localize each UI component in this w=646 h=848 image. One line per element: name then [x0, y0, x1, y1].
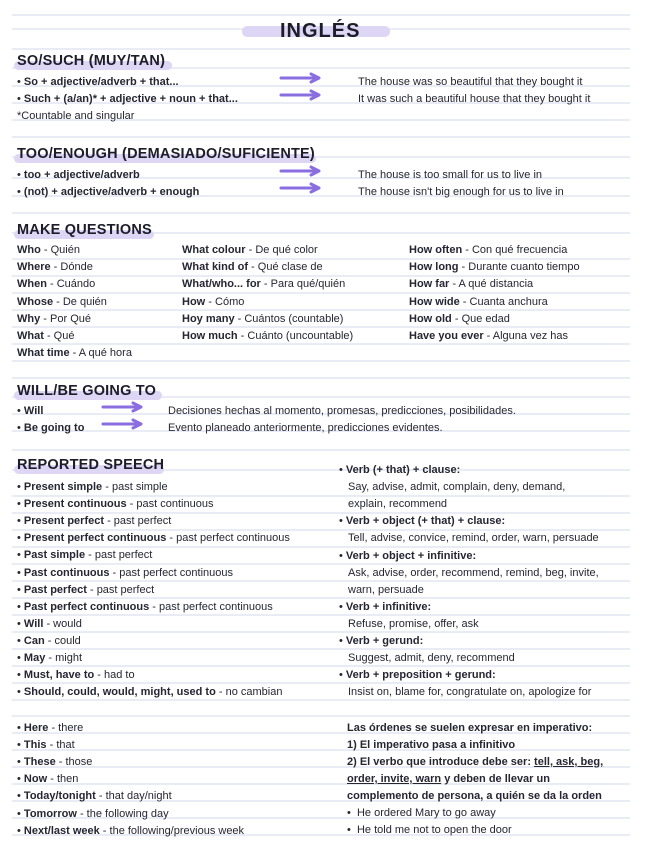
tense-shift-item: • Present continuous - past continuous — [17, 498, 214, 511]
example-text: The house was so beautiful that they bought it — [358, 76, 583, 88]
question-meaning: Cuándo — [56, 278, 96, 291]
question-term: How much — [182, 330, 238, 342]
tense-to: might — [55, 652, 83, 664]
tense-from: May — [23, 652, 46, 664]
tense-to: past perfect continuous — [119, 566, 234, 579]
time-word-item: • Today/tonight - that day/night — [17, 790, 172, 803]
question-term: Who — [17, 244, 41, 256]
question-meaning: Cómo — [215, 295, 245, 308]
arrow-right-icon — [278, 182, 324, 194]
tense-to: no cambian — [225, 686, 283, 699]
list-item: • Be going to — [17, 422, 85, 434]
page-title: INGLÉS — [280, 20, 361, 42]
question-meaning: Alguna vez has — [492, 330, 568, 342]
verb-examples: Ask, advise, order, recommend, remind, beg, invite, — [348, 566, 599, 579]
formula: So + adjective/adverb + that... — [23, 76, 179, 88]
formula: too + adjective/adverb — [23, 169, 140, 181]
time-from: Next/last week — [23, 824, 100, 837]
tense-to: past perfect — [94, 549, 153, 562]
time-word-item: • These - those — [17, 756, 93, 769]
verb-examples: explain, recommend — [348, 498, 448, 511]
heading-reported-speech: REPORTED SPEECH — [17, 457, 165, 473]
question-meaning: Con qué frecuencia — [471, 244, 568, 256]
question-term: What — [17, 330, 44, 342]
verb-pattern-label: Verb + preposition + gerund: — [345, 669, 496, 682]
verb-pattern: • Verb + infinitive: — [339, 600, 432, 613]
question-entry: How wide - Cuanta anchura — [409, 295, 548, 308]
tense-from: Will — [23, 617, 44, 630]
example-text: The house is too small for us to live in — [358, 169, 543, 181]
time-word-item: • Tomorrow - the following day — [17, 807, 169, 820]
orders-verbs: order, invite, warn — [347, 773, 442, 785]
arrow-right-icon — [278, 89, 324, 101]
arrow-right-icon — [100, 418, 146, 430]
label: Will — [23, 405, 44, 417]
arrow-right-icon — [278, 165, 324, 177]
question-meaning: De quién — [62, 295, 107, 308]
tense-from: Present continuous — [23, 498, 127, 511]
orders-step-2 — [347, 756, 603, 769]
orders-step-1: 1) El imperativo pasa a infinitivo — [347, 739, 516, 751]
question-term: Where — [17, 261, 51, 274]
question-meaning: Para qué/quién — [270, 278, 346, 291]
question-meaning: Dónde — [60, 261, 93, 274]
time-from: Tomorrow — [23, 807, 77, 820]
list-item: • He ordered Mary to go away — [347, 807, 496, 819]
time-to: the following day — [86, 807, 169, 820]
verb-pattern-label: Verb (+ that) + clause: — [345, 464, 461, 476]
arrow-right-icon — [100, 401, 146, 413]
verb-examples: Suggest, admit, deny, recommend — [348, 652, 515, 665]
question-meaning: Cuánto (uncountable) — [247, 330, 354, 342]
question-term: What time — [17, 347, 70, 360]
tense-shift-item: • Past simple - past perfect — [17, 549, 153, 562]
label: Be going to — [23, 422, 85, 434]
time-to: that day/night — [105, 790, 172, 803]
orders-verbs: tell, ask, beg, — [534, 756, 604, 768]
question-term: How long — [409, 261, 459, 274]
question-meaning: A qué hora — [78, 347, 132, 360]
tense-shift-item: • Past continuous - past perfect continuous — [17, 566, 234, 579]
tense-from: Present perfect continuous — [23, 532, 167, 545]
formula: (not) + adjective/adverb + enough — [23, 186, 200, 198]
tense-to: past continuous — [136, 498, 214, 511]
question-meaning: Qué clase de — [257, 261, 323, 274]
tense-to: had to — [104, 669, 135, 682]
list-item: • He told me not to open the door — [347, 824, 512, 836]
time-from: These — [23, 756, 56, 769]
tense-from: Must, have to — [23, 669, 95, 682]
orders-step-2-suffix: y deben de llevar un — [441, 773, 550, 785]
time-word-item: • Next/last week - the following/previous week — [17, 824, 245, 837]
verb-pattern: • Verb + object (+ that) + clause: — [339, 515, 506, 528]
tense-from: Past simple — [23, 549, 86, 562]
verb-examples: warn, persuade — [348, 583, 424, 596]
time-word-item: • Here - there — [17, 722, 84, 734]
tense-to: would — [53, 617, 82, 630]
tense-shift-item: • Must, have to - had to — [17, 669, 135, 682]
question-entry: How far - A qué distancia — [409, 278, 534, 291]
verb-pattern-label: Verb + object (+ that) + clause: — [345, 515, 506, 528]
question-term: What/who... for — [182, 278, 261, 291]
question-entry: Hoy many - Cuántos (countable) — [182, 312, 344, 325]
orders-step-2-end: complemento de persona, a quién se da la orden — [347, 790, 602, 802]
time-to: there — [58, 722, 84, 734]
tense-shift-item: • Present perfect - past perfect — [17, 515, 172, 528]
time-word-item: • This - that — [17, 739, 75, 752]
question-entry: Who - Quién — [17, 244, 80, 256]
formula: Such + (a/an)* + adjective + noun + that... — [23, 93, 238, 105]
question-entry: Where - Dónde — [17, 261, 93, 274]
question-meaning: Durante cuanto tiempo — [468, 261, 580, 274]
question-term: Have you ever — [409, 330, 484, 342]
description-text: Evento planeado anteriormente, predicciones evidentes. — [168, 422, 443, 434]
tense-from: Should, could, would, might, used to — [23, 686, 216, 699]
tense-shift-item: • May - might — [17, 652, 83, 664]
time-from: Here — [23, 722, 49, 734]
question-meaning: Cuanta anchura — [469, 295, 548, 308]
verb-examples: Say, advise, admit, complain, deny, demand, — [348, 481, 566, 494]
tense-shift-item: • Will - would — [17, 617, 82, 630]
verb-examples: Refuse, promise, offer, ask — [348, 617, 479, 630]
question-entry: How much - Cuánto (uncountable) — [182, 330, 354, 342]
tense-from: Past perfect — [23, 583, 87, 596]
description-text: Decisiones hechas al momento, promesas, predicciones, posibilidades. — [168, 405, 516, 417]
tense-from: Past perfect continuous — [23, 600, 150, 613]
orders-step-2-cont — [347, 773, 550, 786]
question-entry: How long - Durante cuanto tiempo — [409, 261, 580, 274]
time-to: that — [56, 739, 75, 752]
verb-pattern-label: Verb + object + infinitive: — [345, 549, 477, 562]
question-term: How — [182, 295, 206, 308]
verb-examples: Insist on, blame for, congratulate on, apologize for — [348, 686, 592, 699]
question-entry: How - Cómo — [182, 295, 245, 308]
example-text: The house isn't big enough for us to live in — [358, 186, 564, 198]
tense-shift-item: • Past perfect continuous - past perfect continuous — [17, 600, 273, 613]
question-term: When — [17, 278, 47, 291]
list-item: • too + adjective/adverb — [17, 169, 140, 181]
heading-too-enough: TOO/ENOUGH (DEMASIADO/SUFICIENTE) — [17, 146, 315, 162]
time-from: Now — [23, 773, 48, 786]
order-example: He told me not to open the door — [356, 824, 512, 836]
question-term: Whose — [17, 295, 54, 308]
question-term: How old — [409, 312, 452, 325]
heading-so-such: SO/SUCH (MUY/TAN) — [17, 53, 166, 69]
tense-to: past simple — [111, 481, 168, 493]
question-entry: Whose - De quién — [17, 295, 107, 308]
question-entry: What kind of - Qué clase de — [182, 261, 323, 274]
list-item: • So + adjective/adverb + that... — [17, 76, 179, 88]
question-entry: When - Cuándo — [17, 278, 96, 291]
tense-to: could — [54, 634, 81, 647]
time-to: then — [56, 773, 79, 786]
verb-examples: Tell, advise, convice, remind, order, warn, persuade — [348, 532, 599, 545]
list-item: • Will — [17, 405, 44, 417]
list-item: • Such + (a/an)* + adjective + noun + that... — [17, 93, 238, 105]
tense-to: past perfect — [113, 515, 172, 528]
question-meaning: Por Qué — [50, 312, 91, 325]
order-example: He ordered Mary to go away — [356, 807, 496, 819]
note-text: *Countable and singular — [17, 110, 135, 122]
question-meaning: Qué — [53, 330, 75, 342]
tense-shift-item: • Present perfect continuous - past perfect continuous — [17, 532, 290, 545]
list-item: • (not) + adjective/adverb + enough — [17, 186, 200, 198]
question-term: How far — [409, 278, 450, 291]
question-entry: How often - Con qué frecuencia — [409, 244, 568, 256]
verb-pattern: • Verb + object + infinitive: — [339, 549, 477, 562]
question-entry: What time - A qué hora — [17, 347, 132, 360]
tense-shift-item: • Can - could — [17, 634, 81, 647]
question-term: How wide — [409, 295, 460, 308]
question-term: Hoy many — [182, 312, 235, 325]
tense-to: past perfect continuous — [159, 600, 273, 613]
orders-intro: Las órdenes se suelen expresar en imperativo: — [347, 722, 593, 734]
question-entry: How old - Que edad — [409, 312, 510, 325]
question-meaning: Quién — [50, 244, 80, 256]
arrow-right-icon — [278, 72, 324, 84]
tense-from: Can — [23, 634, 45, 647]
question-entry: What/who... for - Para qué/quién — [182, 278, 346, 291]
question-entry: What - Qué — [17, 330, 75, 342]
question-term: Why — [17, 312, 41, 325]
orders-step-2-prefix: 2) El verbo que introduce debe ser: — [347, 756, 535, 768]
question-entry: Why - Por Qué — [17, 312, 91, 325]
verb-pattern-label: Verb + infinitive: — [345, 600, 432, 613]
question-term: How often — [409, 244, 463, 256]
question-meaning: Cuántos (countable) — [244, 312, 344, 325]
question-meaning: Que edad — [461, 312, 510, 325]
time-to: those — [65, 756, 93, 769]
tense-from: Past continuous — [23, 566, 110, 579]
heading-will-going: WILL/BE GOING TO — [17, 383, 157, 399]
question-meaning: De qué color — [255, 244, 318, 256]
tense-shift-item: • Past perfect - past perfect — [17, 583, 155, 596]
verb-pattern-label: Verb + gerund: — [345, 635, 424, 647]
question-entry: Have you ever - Alguna vez has — [409, 330, 568, 342]
verb-pattern: • Verb + preposition + gerund: — [339, 669, 496, 682]
example-text: It was such a beautiful house that they bought it — [358, 93, 591, 105]
verb-pattern: • Verb (+ that) + clause: — [339, 464, 461, 476]
time-to: the following/previous week — [109, 824, 245, 837]
tense-from: Present simple — [23, 481, 103, 493]
time-word-item: • Now - then — [17, 773, 79, 786]
question-term: What kind of — [182, 261, 248, 274]
time-from: This — [23, 739, 47, 752]
question-term: What colour — [182, 244, 246, 256]
tense-from: Present perfect — [23, 515, 105, 528]
verb-pattern: • Verb + gerund: — [339, 635, 424, 647]
question-entry: What colour - De qué color — [182, 244, 318, 256]
question-meaning: A qué distancia — [458, 278, 534, 291]
tense-to: past perfect continuous — [176, 532, 290, 545]
heading-make-questions: MAKE QUESTIONS — [17, 222, 152, 238]
time-from: Today/tonight — [23, 790, 96, 803]
tense-shift-item: • Present simple - past simple — [17, 481, 168, 493]
tense-shift-item: • Should, could, would, might, used to - no cambian — [17, 686, 283, 699]
tense-to: past perfect — [96, 583, 155, 596]
